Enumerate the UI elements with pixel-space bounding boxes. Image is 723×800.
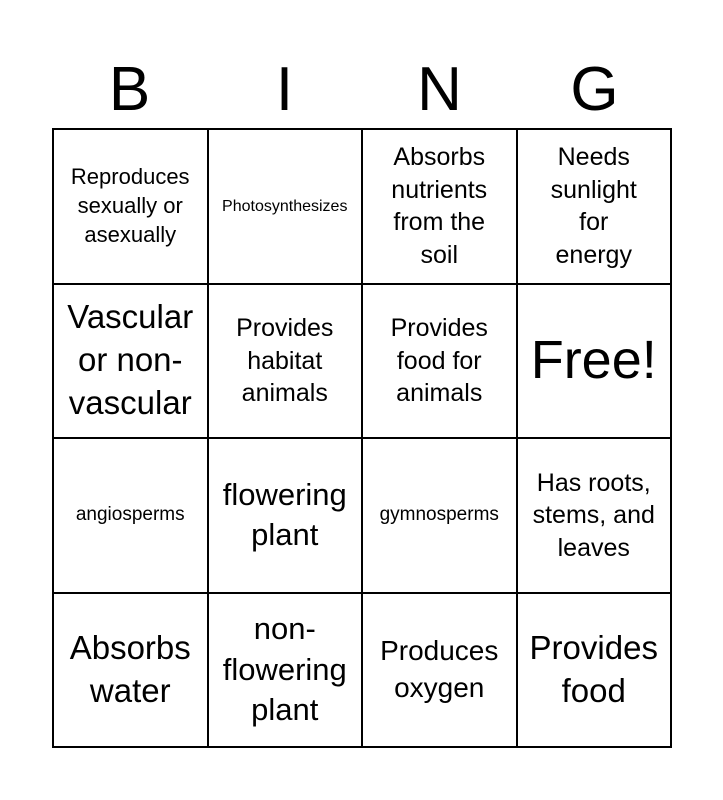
free-space[interactable] <box>518 285 673 440</box>
bingo-cell[interactable] <box>209 285 364 440</box>
bingo-cell[interactable] <box>363 439 518 594</box>
cell-label: Reproduces sexually or asexually <box>70 164 190 247</box>
cell-label: Produces oxygen <box>380 635 499 703</box>
header-letter-i: I <box>275 55 294 124</box>
cell-label: Vascular or non-vascular <box>67 298 194 422</box>
bingo-cell[interactable] <box>518 130 673 285</box>
bingo-cell[interactable] <box>363 594 518 749</box>
cell-label: Needs sunlight for energy <box>550 143 637 269</box>
cell-label: Provides habitat animals <box>236 314 334 407</box>
header-letter-n: N <box>417 55 462 124</box>
cell-label: Photosynthesizes <box>222 197 348 215</box>
bingo-cell[interactable] <box>54 594 209 749</box>
bingo-cell[interactable] <box>54 439 209 594</box>
bingo-board <box>52 128 672 748</box>
bingo-cell[interactable] <box>209 594 364 749</box>
free-label: Free! <box>530 330 657 391</box>
bingo-cell[interactable] <box>518 594 673 749</box>
bingo-cell[interactable] <box>54 130 209 285</box>
header-letter-b: B <box>108 55 151 124</box>
bingo-cell[interactable] <box>363 130 518 285</box>
bingo-cell[interactable] <box>209 130 364 285</box>
bingo-header <box>52 52 672 128</box>
bingo-cell[interactable] <box>518 439 673 594</box>
bingo-cell[interactable] <box>54 285 209 440</box>
cell-label: angiosperms <box>75 503 185 525</box>
cell-label: flowering plant <box>222 476 347 553</box>
header-letter-g: G <box>570 55 619 124</box>
bingo-cell[interactable] <box>209 439 364 594</box>
cell-label: Has roots, stems, and leaves <box>532 468 655 562</box>
cell-label: non-flowering plant <box>222 611 347 727</box>
cell-label: gymnosperms <box>379 503 499 525</box>
cell-label: Provides food for animals <box>390 314 488 407</box>
cell-label: Absorbs water <box>69 628 191 709</box>
bingo-cell[interactable] <box>363 285 518 440</box>
cell-label: Absorbs nutrients from the soil <box>391 143 488 269</box>
cell-label: Provides food <box>529 628 658 709</box>
